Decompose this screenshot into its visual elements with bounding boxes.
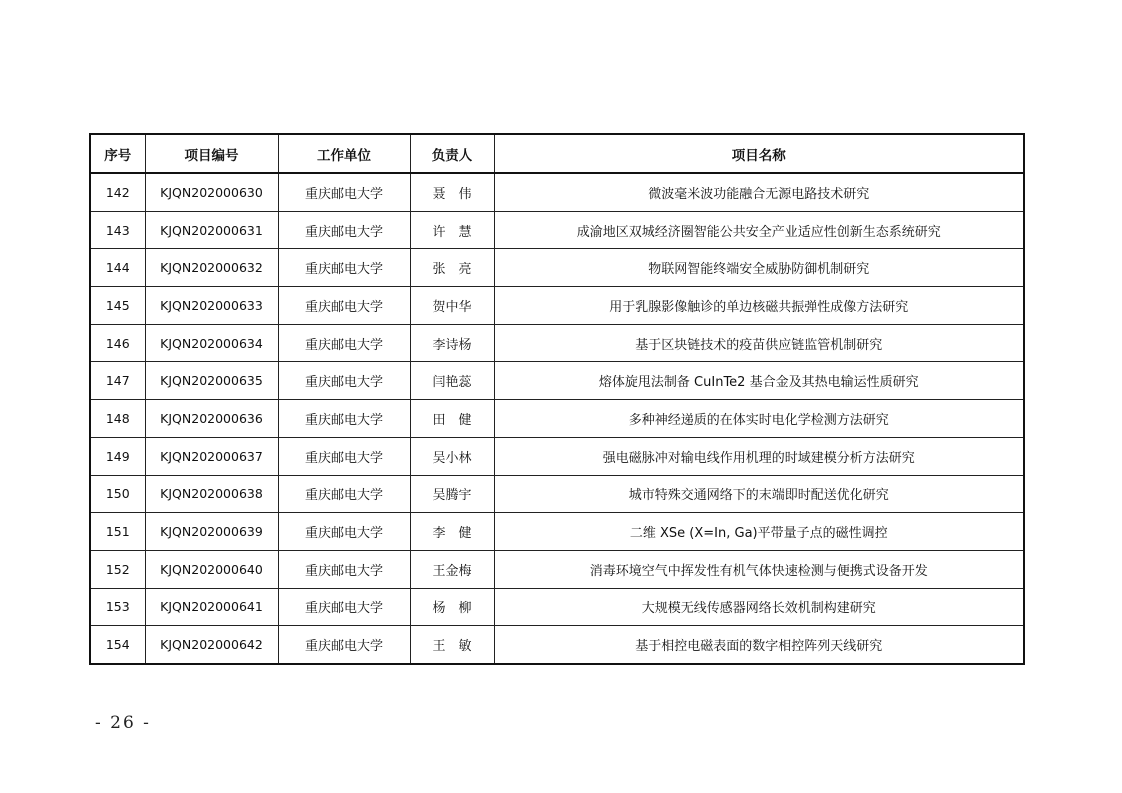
cell-person-in-charge: 吴小林 <box>410 437 494 475</box>
table-body <box>90 173 1024 664</box>
cell-serial-number: 152 <box>90 550 145 588</box>
cell-project-code: KJQN202000634 <box>145 324 278 362</box>
cell-project-code: KJQN202000642 <box>145 626 278 664</box>
table-row <box>90 513 1024 551</box>
cell-serial-number: 146 <box>90 324 145 362</box>
cell-work-unit: 重庆邮电大学 <box>278 362 410 400</box>
table-row <box>90 324 1024 362</box>
table-row <box>90 249 1024 287</box>
cell-serial-number: 148 <box>90 400 145 438</box>
cell-serial-number: 142 <box>90 173 145 211</box>
cell-serial-number: 153 <box>90 588 145 626</box>
page-number: - 26 - <box>95 713 151 733</box>
cell-project-code: KJQN202000637 <box>145 437 278 475</box>
cell-work-unit: 重庆邮电大学 <box>278 550 410 588</box>
cell-project-code: KJQN202000631 <box>145 211 278 249</box>
cell-person-in-charge: 王 敏 <box>410 626 494 664</box>
cell-person-in-charge: 吴腾宇 <box>410 475 494 513</box>
cell-person-in-charge: 李诗杨 <box>410 324 494 362</box>
cell-serial-number: 144 <box>90 249 145 287</box>
header-work-unit: 工作单位 <box>278 134 410 173</box>
cell-person-in-charge: 贺中华 <box>410 287 494 325</box>
cell-project-code: KJQN202000632 <box>145 249 278 287</box>
cell-person-in-charge: 李 健 <box>410 513 494 551</box>
cell-person-in-charge: 许 慧 <box>410 211 494 249</box>
cell-project-name: 大规模无线传感器网络长效机制构建研究 <box>494 588 1024 626</box>
cell-person-in-charge: 张 亮 <box>410 249 494 287</box>
header-project-name: 项目名称 <box>494 134 1024 173</box>
cell-work-unit: 重庆邮电大学 <box>278 626 410 664</box>
cell-project-code: KJQN202000635 <box>145 362 278 400</box>
header-person-in-charge: 负责人 <box>410 134 494 173</box>
cell-person-in-charge: 王金梅 <box>410 550 494 588</box>
table-row <box>90 173 1024 211</box>
cell-project-name: 熔体旋甩法制备 CuInTe2 基合金及其热电输运性质研究 <box>494 362 1024 400</box>
cell-work-unit: 重庆邮电大学 <box>278 475 410 513</box>
cell-project-code: KJQN202000630 <box>145 173 278 211</box>
cell-project-name: 城市特殊交通网络下的末端即时配送优化研究 <box>494 475 1024 513</box>
cell-work-unit: 重庆邮电大学 <box>278 173 410 211</box>
cell-project-code: KJQN202000640 <box>145 550 278 588</box>
cell-work-unit: 重庆邮电大学 <box>278 400 410 438</box>
cell-project-name: 二维 XSe (X=In, Ga)平带量子点的磁性调控 <box>494 513 1024 551</box>
cell-serial-number: 150 <box>90 475 145 513</box>
table-row <box>90 437 1024 475</box>
cell-project-code: KJQN202000638 <box>145 475 278 513</box>
cell-project-name: 用于乳腺影像触诊的单边核磁共振弹性成像方法研究 <box>494 287 1024 325</box>
cell-project-name: 基于区块链技术的疫苗供应链监管机制研究 <box>494 324 1024 362</box>
cell-person-in-charge: 田 健 <box>410 400 494 438</box>
cell-serial-number: 149 <box>90 437 145 475</box>
cell-serial-number: 143 <box>90 211 145 249</box>
cell-project-code: KJQN202000633 <box>145 287 278 325</box>
cell-serial-number: 151 <box>90 513 145 551</box>
cell-project-name: 物联网智能终端安全威胁防御机制研究 <box>494 249 1024 287</box>
project-table-container <box>89 133 1023 665</box>
table-row <box>90 211 1024 249</box>
cell-serial-number: 147 <box>90 362 145 400</box>
cell-person-in-charge: 聂 伟 <box>410 173 494 211</box>
cell-work-unit: 重庆邮电大学 <box>278 324 410 362</box>
table-row <box>90 287 1024 325</box>
table-header-row <box>90 134 1024 173</box>
cell-person-in-charge: 杨 柳 <box>410 588 494 626</box>
header-project-code: 项目编号 <box>145 134 278 173</box>
cell-person-in-charge: 闫艳蕊 <box>410 362 494 400</box>
cell-project-name: 成渝地区双城经济圈智能公共安全产业适应性创新生态系统研究 <box>494 211 1024 249</box>
cell-work-unit: 重庆邮电大学 <box>278 287 410 325</box>
table-row <box>90 362 1024 400</box>
header-serial-number: 序号 <box>90 134 145 173</box>
table-row <box>90 550 1024 588</box>
cell-project-name: 多种神经递质的在体实时电化学检测方法研究 <box>494 400 1024 438</box>
cell-project-name: 微波毫米波功能融合无源电路技术研究 <box>494 173 1024 211</box>
table-row <box>90 626 1024 664</box>
cell-work-unit: 重庆邮电大学 <box>278 513 410 551</box>
cell-project-name: 基于相控电磁表面的数字相控阵列天线研究 <box>494 626 1024 664</box>
cell-project-code: KJQN202000639 <box>145 513 278 551</box>
cell-work-unit: 重庆邮电大学 <box>278 249 410 287</box>
cell-work-unit: 重庆邮电大学 <box>278 588 410 626</box>
cell-project-code: KJQN202000636 <box>145 400 278 438</box>
cell-project-code: KJQN202000641 <box>145 588 278 626</box>
cell-project-name: 消毒环境空气中挥发性有机气体快速检测与便携式设备开发 <box>494 550 1024 588</box>
cell-work-unit: 重庆邮电大学 <box>278 211 410 249</box>
project-table <box>89 133 1025 665</box>
table-row <box>90 475 1024 513</box>
cell-project-name: 强电磁脉冲对输电线作用机理的时域建模分析方法研究 <box>494 437 1024 475</box>
cell-work-unit: 重庆邮电大学 <box>278 437 410 475</box>
cell-serial-number: 154 <box>90 626 145 664</box>
table-row <box>90 400 1024 438</box>
table-row <box>90 588 1024 626</box>
cell-serial-number: 145 <box>90 287 145 325</box>
